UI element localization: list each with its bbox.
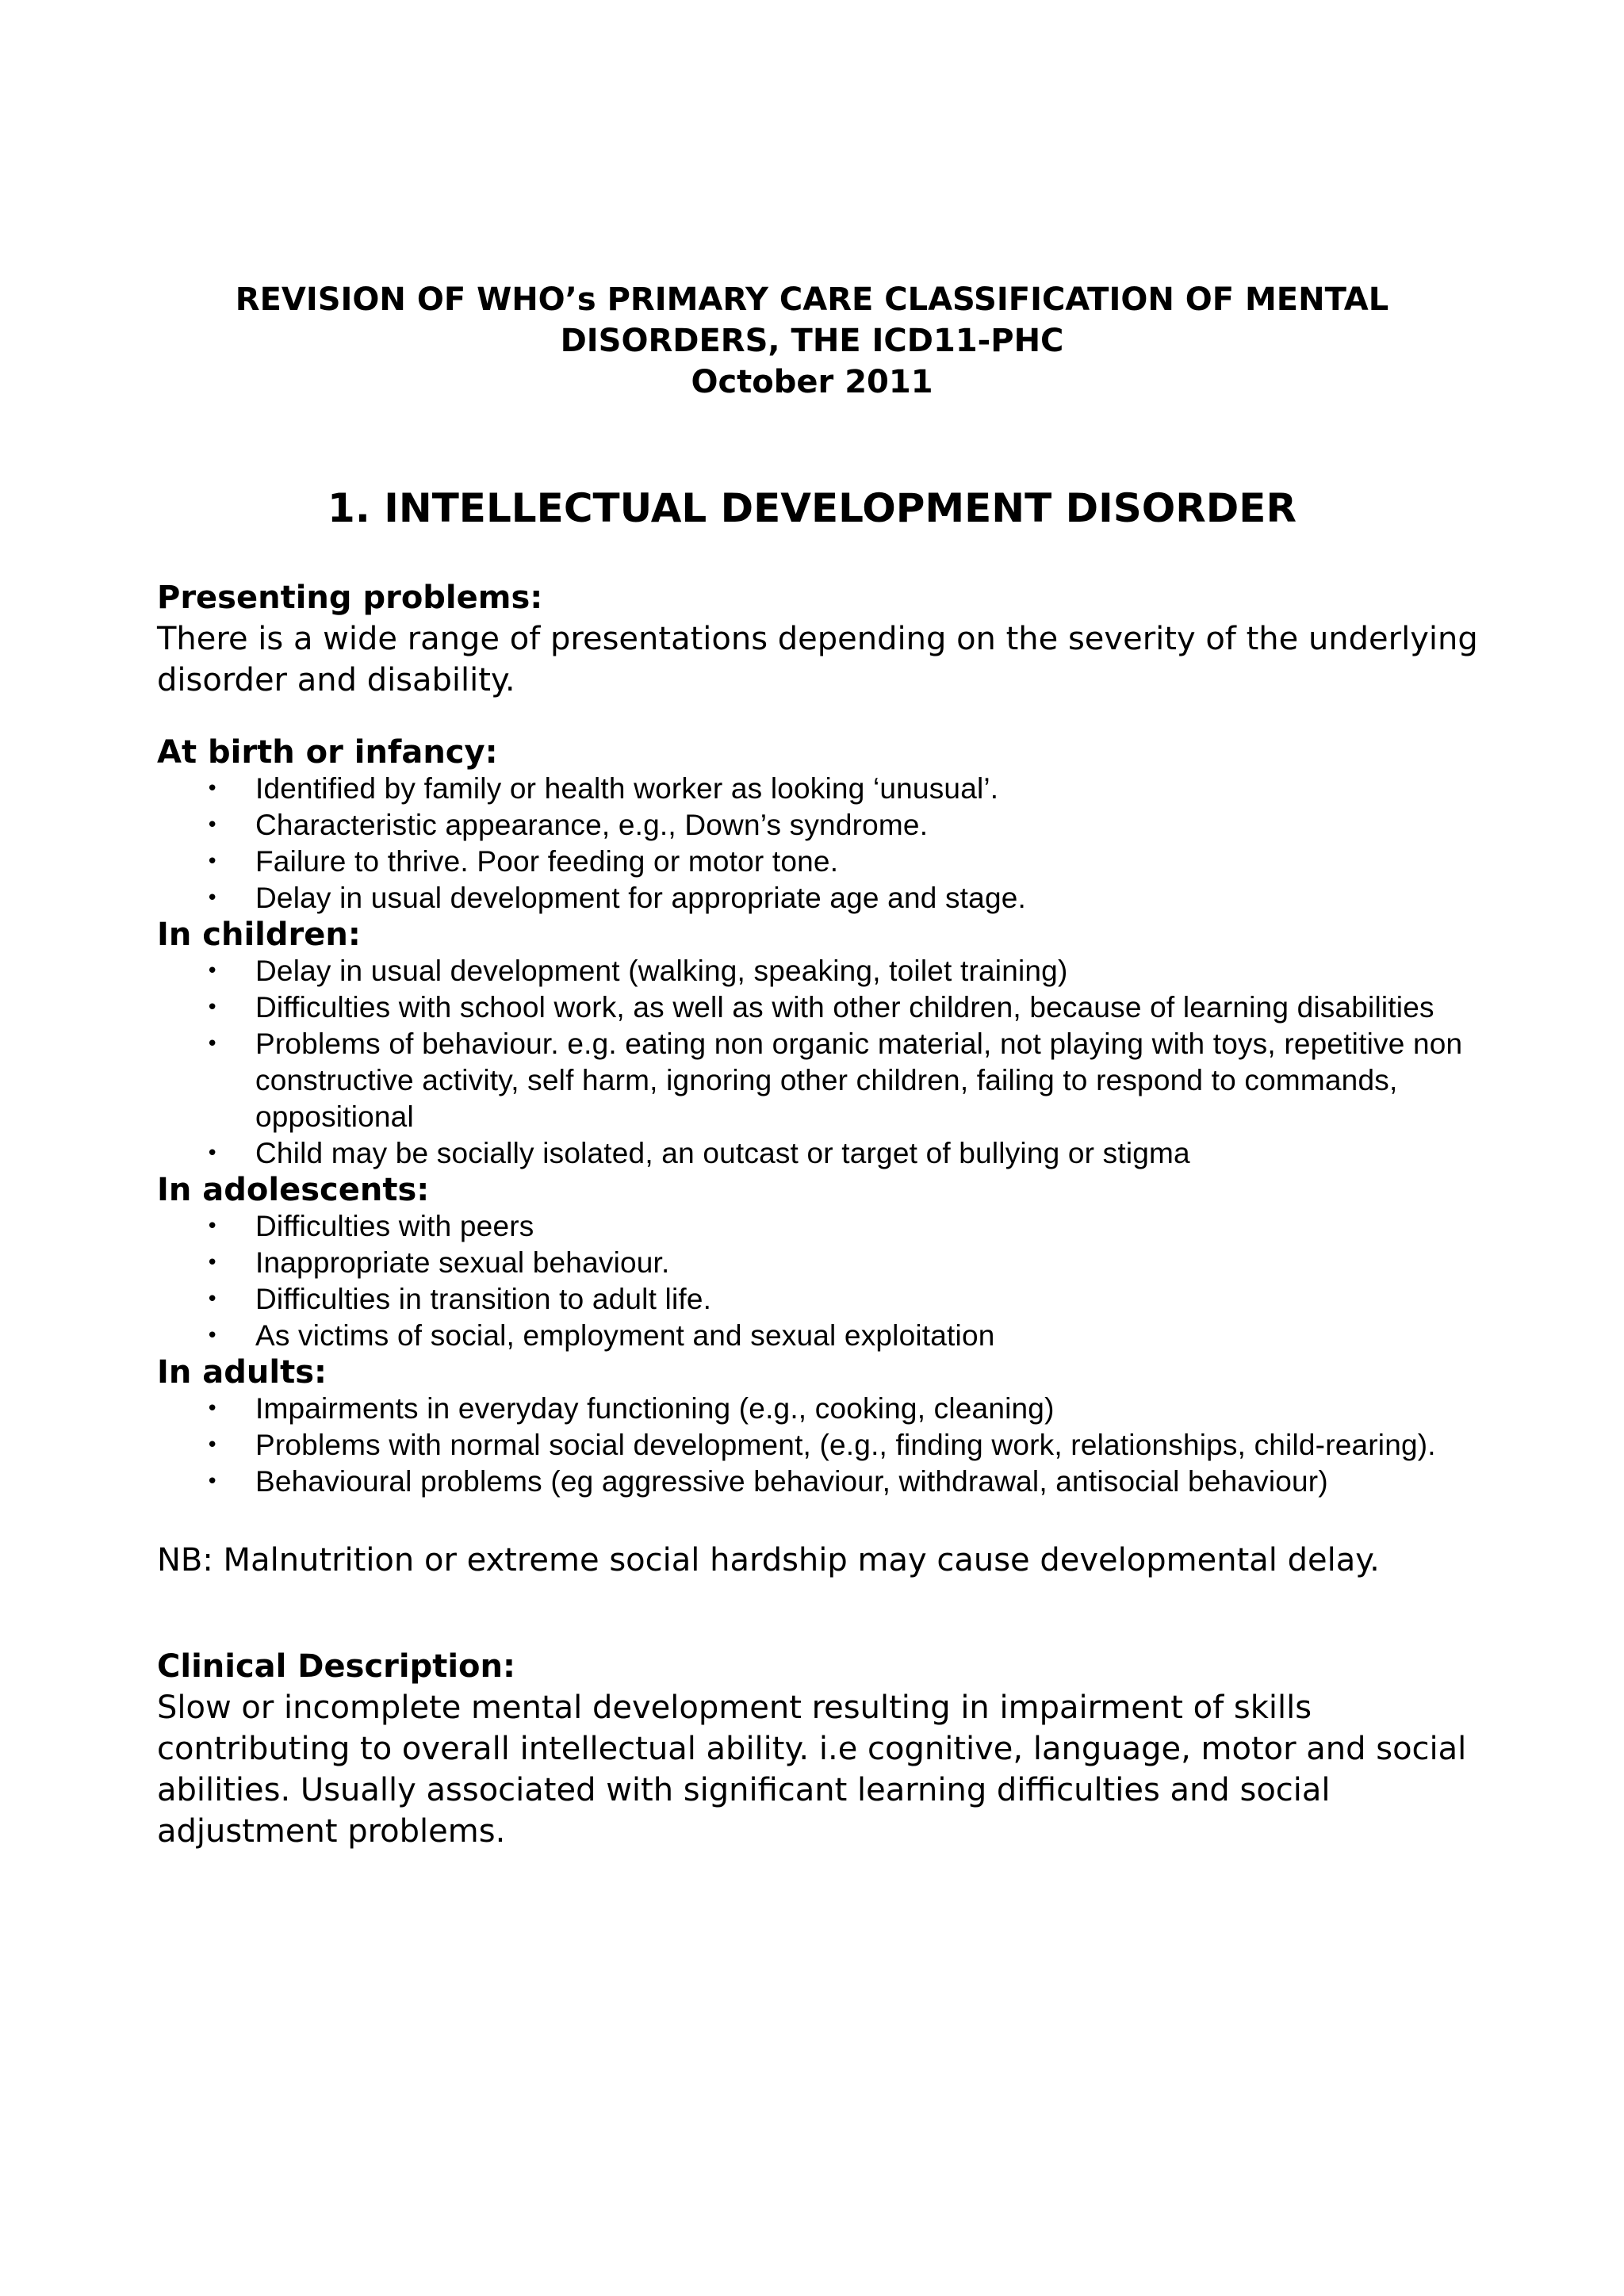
list-item: • Characteristic appearance, e.g., Down’s syndrome. [157, 807, 1489, 844]
header-line-2: DISORDERS, THE ICD11-PHC [560, 323, 1064, 359]
list-item: • Inappropriate sexual behaviour. [157, 1245, 1489, 1281]
presenting-problems-heading: Presenting problems: [157, 580, 543, 616]
bullet-icon: • [206, 1032, 219, 1056]
list-item: • Problems of behaviour. e.g. eating non organic material, not playing with toys, repetitive non constructive activity, self harm, ignoring other children, failing to respond to commands, oppositional [206, 1027, 1463, 1133]
adults-list [157, 1391, 1489, 1500]
list-item: • As victims of social, employment and sexual exploitation [157, 1318, 1489, 1354]
document-header [159, 279, 1465, 403]
list-item: • Identified by family or health worker as looking ‘unusual’. [157, 771, 1489, 807]
bullet-icon: • [206, 850, 219, 874]
list-item: • Problems with normal social development, (e.g., finding work, relationships, child-rearing). [157, 1427, 1489, 1464]
header-line-1: REVISION OF WHO’s PRIMARY CARE CLASSIFICATION OF MENTAL [235, 281, 1389, 318]
adolescents-list [157, 1208, 1489, 1354]
bullet-icon: • [206, 1324, 219, 1348]
bullet-icon: • [206, 1288, 219, 1311]
bullet-icon: • [206, 1215, 219, 1238]
list-item: • Difficulties in transition to adult life. [157, 1281, 1489, 1318]
list-item: • Delay in usual development for appropriate age and stage. [157, 880, 1489, 916]
list-item: • Behavioural problems (eg aggressive behaviour, withdrawal, antisocial behaviour) [157, 1464, 1489, 1500]
document-body [157, 577, 1489, 1852]
children-heading: In children: [157, 916, 361, 953]
section-title: 1. INTELLECTUAL DEVELOPMENT DISORDER [327, 485, 1297, 531]
list-item: • Difficulties with peers [157, 1208, 1489, 1245]
nb-note: NB: Malnutrition or extreme social hardship may cause developmental delay. [157, 1542, 1380, 1578]
adults-heading: In adults: [157, 1354, 327, 1391]
list-item: • Impairments in everyday functioning (e.g., cooking, cleaning) [157, 1391, 1489, 1427]
clinical-description-text: Slow or incomplete mental development resulting in impairment of skills contributing to overall intellectual ability. i.e cognitive, language, motor and social abilities. Usually associated with significant learning difficulties and social adjustment problems. [157, 1689, 1467, 1850]
birth-list [157, 771, 1489, 916]
bullet-icon: • [206, 996, 219, 1020]
bullet-icon: • [206, 959, 219, 983]
bullet-icon: • [206, 1397, 219, 1421]
list-item: • Delay in usual development (walking, speaking, toilet training) [157, 953, 1489, 989]
presenting-problems-text: There is a wide range of presentations depending on the severity of the underlying disorder and disability. [157, 621, 1478, 698]
list-item: • Child may be socially isolated, an outcast or target of bullying or stigma [157, 1135, 1489, 1172]
children-list [157, 953, 1489, 1172]
bullet-icon: • [206, 1433, 219, 1457]
bullet-icon: • [206, 777, 219, 801]
bullet-icon: • [206, 1142, 219, 1165]
clinical-description-heading: Clinical Description: [157, 1648, 516, 1685]
bullet-icon: • [206, 1470, 219, 1494]
list-item: • Failure to thrive. Poor feeding or motor tone. [157, 844, 1489, 880]
bullet-icon: • [206, 1251, 219, 1275]
bullet-icon: • [206, 886, 219, 910]
list-item: • Difficulties with school work, as well as with other children, because of learning disabilities [157, 989, 1489, 1026]
header-date: October 2011 [691, 364, 933, 400]
bullet-icon: • [206, 813, 219, 837]
adolescents-heading: In adolescents: [157, 1172, 430, 1208]
birth-heading: At birth or infancy: [157, 734, 498, 771]
